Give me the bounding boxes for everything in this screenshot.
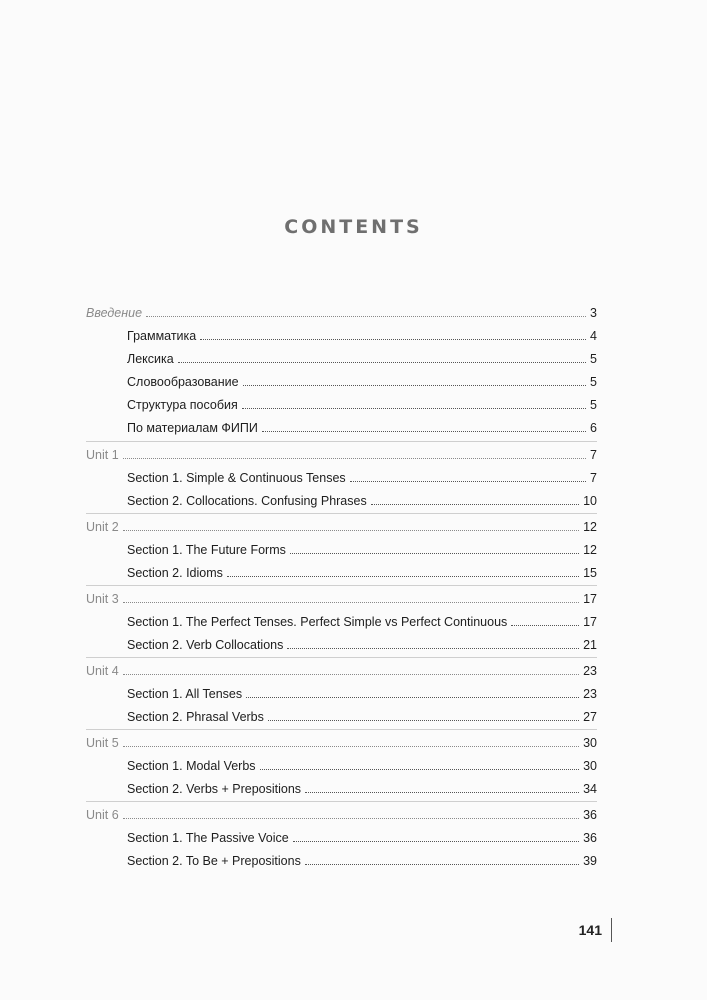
group-divider <box>86 729 597 730</box>
toc-entry-page: 23 <box>583 664 597 678</box>
toc-entry-label: По материалам ФИПИ <box>127 421 258 435</box>
toc-entry-label: Section 2. To Be + Prepositions <box>127 854 301 868</box>
toc-entry-label: Section 2. Verbs + Prepositions <box>127 782 302 796</box>
toc-entry-label: Section 1. Modal Verbs <box>127 759 256 773</box>
toc-entry-label: Unit 4 <box>86 664 119 678</box>
group-divider <box>86 657 597 658</box>
dot-leader <box>242 408 586 409</box>
dot-leader <box>268 720 579 721</box>
toc-entry <box>127 469 597 487</box>
toc-unit-entry <box>86 518 597 536</box>
toc-entry-page: 12 <box>583 543 597 557</box>
toc-entry <box>127 613 597 631</box>
toc-unit-entry <box>86 662 597 680</box>
toc-entry <box>127 564 597 582</box>
dot-leader <box>123 818 579 819</box>
dot-leader <box>123 530 579 531</box>
toc-unit-entry <box>86 806 597 824</box>
dot-leader <box>511 625 579 626</box>
toc-entry-page: 7 <box>590 471 597 485</box>
toc-entry-page: 15 <box>583 566 597 580</box>
dot-leader <box>246 697 579 698</box>
toc-entry-label: Unit 2 <box>86 520 119 534</box>
toc-entry <box>127 541 597 559</box>
dot-leader <box>123 674 579 675</box>
toc-entry-page: 17 <box>583 592 597 606</box>
toc-entry <box>127 757 597 775</box>
toc-entry-page: 7 <box>590 448 597 462</box>
toc-unit-entry <box>86 590 597 608</box>
dot-leader <box>146 316 586 317</box>
toc-entry-label: Section 1. The Perfect Tenses. Perfect Simple vs Perfect Continuous <box>127 615 508 629</box>
toc-entry <box>127 780 597 798</box>
group-divider <box>86 513 597 514</box>
group-divider <box>86 801 597 802</box>
toc-entry-label: Введение <box>86 306 143 320</box>
group-divider <box>86 441 597 442</box>
dot-leader <box>123 458 586 459</box>
toc-intro-entry <box>86 304 597 322</box>
toc-entry-page: 5 <box>590 375 597 389</box>
toc-entry-label: Unit 3 <box>86 592 119 606</box>
dot-leader <box>123 746 579 747</box>
toc-entry-label: Лексика <box>127 352 174 366</box>
dot-leader <box>371 504 579 505</box>
toc-entry-page: 30 <box>583 759 597 773</box>
contents-title: CONTENTS <box>284 216 423 238</box>
toc-entry-label: Unit 6 <box>86 808 119 822</box>
dot-leader <box>260 769 580 770</box>
toc-entry-label: Section 1. All Tenses <box>127 687 243 701</box>
toc-entry-page: 21 <box>583 638 597 652</box>
toc-entry-label: Section 2. Idioms <box>127 566 223 580</box>
toc-unit-entry <box>86 734 597 752</box>
toc-entry <box>127 685 597 703</box>
toc-entry-label: Section 2. Verb Collocations <box>127 638 284 652</box>
toc-entry <box>127 636 597 654</box>
dot-leader <box>200 339 586 340</box>
toc-entry <box>127 852 597 870</box>
toc-entry <box>127 419 597 437</box>
toc-entry-label: Unit 1 <box>86 448 119 462</box>
toc-entry-page: 12 <box>583 520 597 534</box>
toc-entry <box>127 327 597 345</box>
dot-leader <box>350 481 586 482</box>
toc-entry-page: 17 <box>583 615 597 629</box>
toc-entry <box>127 708 597 726</box>
toc-entry <box>127 492 597 510</box>
page-number: 141 <box>578 922 602 938</box>
toc-entry-label: Section 1. The Future Forms <box>127 543 286 557</box>
toc-entry-label: Section 1. The Passive Voice <box>127 831 289 845</box>
toc-entry-page: 23 <box>583 687 597 701</box>
toc-entry-label: Section 1. Simple & Continuous Tenses <box>127 471 346 485</box>
toc-entry-label: Словообразование <box>127 375 239 389</box>
toc-entry-page: 3 <box>590 306 597 320</box>
toc-entry-page: 36 <box>583 831 597 845</box>
toc-entry-label: Грамматика <box>127 329 197 343</box>
toc-entry-label: Структура пособия <box>127 398 238 412</box>
toc-entry <box>127 829 597 847</box>
toc-entry-page: 36 <box>583 808 597 822</box>
toc-entry-page: 30 <box>583 736 597 750</box>
dot-leader <box>287 648 579 649</box>
toc-unit-entry <box>86 446 597 464</box>
toc-entry-label: Section 2. Phrasal Verbs <box>127 710 264 724</box>
dot-leader <box>262 431 586 432</box>
group-divider <box>86 585 597 586</box>
dot-leader <box>305 792 579 793</box>
toc-entry <box>127 373 597 391</box>
toc-entry-page: 5 <box>590 398 597 412</box>
toc-entry-page: 10 <box>583 494 597 508</box>
toc-entry-label: Unit 5 <box>86 736 119 750</box>
dot-leader <box>123 602 579 603</box>
toc-entry-page: 4 <box>590 329 597 343</box>
dot-leader <box>290 553 579 554</box>
page-number-divider <box>611 918 612 942</box>
dot-leader <box>293 841 579 842</box>
toc-entry-page: 39 <box>583 854 597 868</box>
toc-entry <box>127 396 597 414</box>
toc-entry-page: 27 <box>583 710 597 724</box>
toc-entry-page: 34 <box>583 782 597 796</box>
dot-leader <box>178 362 586 363</box>
toc-entry-label: Section 2. Collocations. Confusing Phrases <box>127 494 367 508</box>
toc-entry-page: 6 <box>590 421 597 435</box>
toc-entry <box>127 350 597 368</box>
dot-leader <box>227 576 579 577</box>
toc-entry-page: 5 <box>590 352 597 366</box>
dot-leader <box>305 864 579 865</box>
dot-leader <box>243 385 586 386</box>
